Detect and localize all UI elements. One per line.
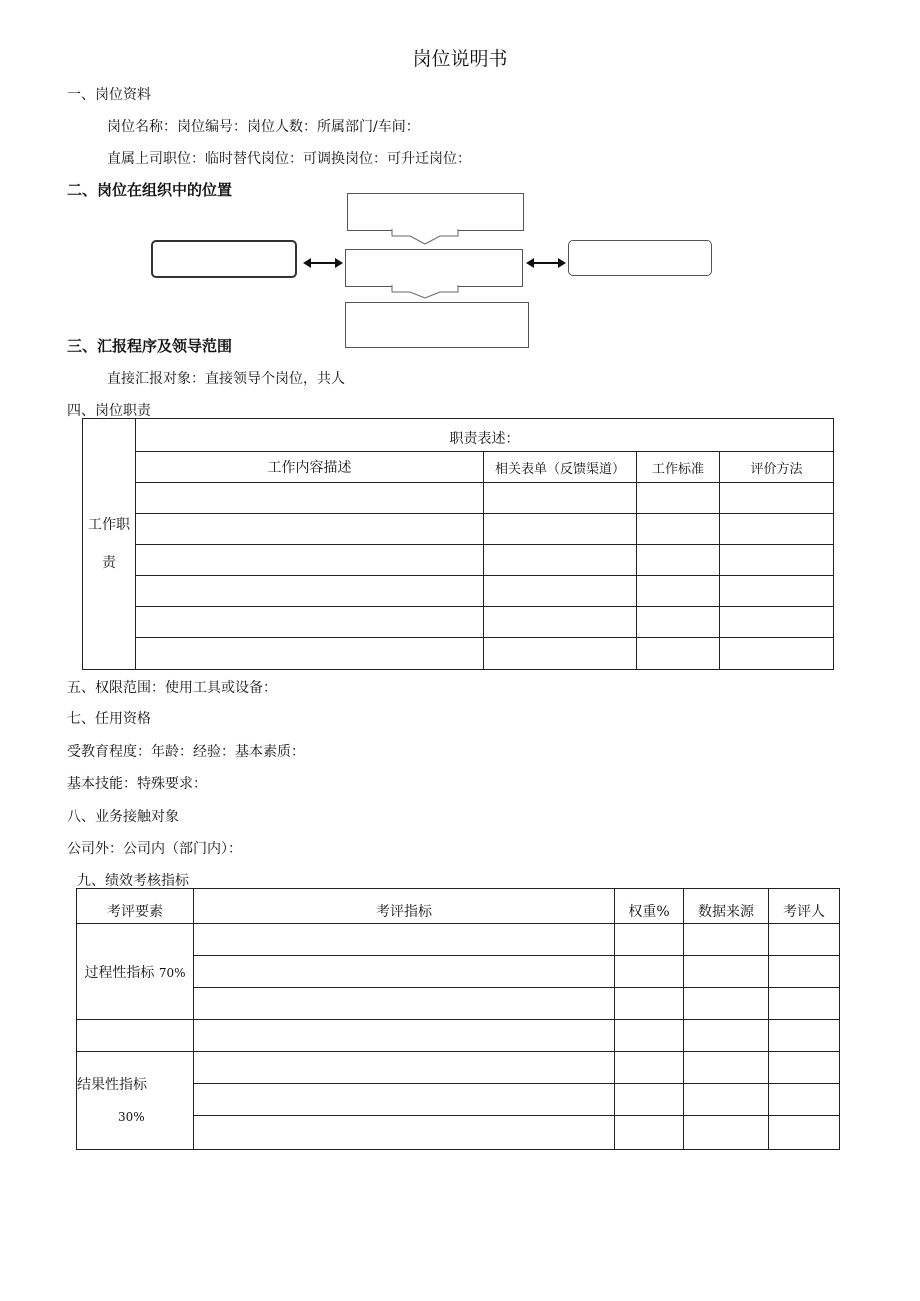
table-cell[interactable] [720, 638, 834, 670]
duties-description-header: 职责表述： [136, 419, 834, 452]
table-cell[interactable] [136, 576, 484, 607]
section3-line: 直接汇报对象：直接领导个岗位，共人 [107, 371, 345, 387]
table-cell[interactable] [720, 545, 834, 576]
table-cell[interactable] [684, 1020, 769, 1052]
table-cell[interactable] [615, 1052, 684, 1084]
table-cell[interactable] [194, 924, 615, 956]
table-cell[interactable] [615, 988, 684, 1020]
table-cell[interactable] [615, 924, 684, 956]
table-cell[interactable] [684, 1116, 769, 1150]
result-indicator-label [77, 1052, 194, 1150]
section1-heading: 一、岗位资料 [67, 87, 151, 103]
table-cell[interactable] [637, 483, 720, 514]
section3-heading: 三、汇报程序及领导范围 [67, 337, 233, 355]
table-cell[interactable] [484, 545, 637, 576]
section2-heading: 二、岗位在组织中的位置 [67, 181, 233, 199]
table-cell[interactable] [769, 924, 840, 956]
table-cell[interactable] [136, 514, 484, 545]
result-indicator-weight: 30% [118, 1109, 145, 1124]
table-cell[interactable] [484, 514, 637, 545]
section4-heading: 四、岗位职责 [67, 403, 151, 419]
section1-line2: 直属上司职位：临时替代岗位：可调换岗位：可升迁岗位： [107, 151, 471, 167]
table-cell[interactable] [194, 1020, 615, 1052]
table-cell[interactable] [769, 956, 840, 988]
table-cell[interactable] [720, 607, 834, 638]
table-cell[interactable] [136, 638, 484, 670]
table-cell[interactable] [484, 607, 637, 638]
table-cell[interactable] [484, 638, 637, 670]
table-cell[interactable] [637, 638, 720, 670]
table-row [83, 607, 834, 638]
column-header: 工作内容描述 [136, 452, 484, 483]
table-cell[interactable] [615, 956, 684, 988]
column-header: 考评人 [769, 889, 840, 924]
table-cell[interactable] [136, 607, 484, 638]
table-cell[interactable] [769, 988, 840, 1020]
table-cell[interactable] [684, 1084, 769, 1116]
duties-row-label-line1: 工作职 [88, 517, 130, 533]
table-cell[interactable] [637, 514, 720, 545]
table-cell[interactable] [77, 1020, 194, 1052]
table-cell[interactable] [615, 1116, 684, 1150]
section5-heading: 五、权限范围：使用工具或设备： [67, 680, 277, 696]
process-indicator-text: 过程性指标 [84, 964, 155, 981]
section7-line1: 受教育程度：年龄：经验：基本素质： [67, 744, 305, 760]
table-cell[interactable] [615, 1020, 684, 1052]
table-cell[interactable] [194, 988, 615, 1020]
table-cell[interactable] [769, 1052, 840, 1084]
table-row [83, 638, 834, 670]
process-indicator-weight: 70% [158, 965, 186, 980]
table-cell[interactable] [720, 483, 834, 514]
table-cell[interactable] [194, 1084, 615, 1116]
section7-line2: 基本技能：特殊要求： [67, 776, 207, 792]
column-header: 相关表单（反馈渠道） [484, 452, 637, 483]
table-cell[interactable] [769, 1020, 840, 1052]
table-row [83, 576, 834, 607]
column-header: 权重% [615, 889, 684, 924]
table-cell[interactable] [720, 514, 834, 545]
table-cell[interactable] [637, 607, 720, 638]
table-cell[interactable] [684, 956, 769, 988]
table-cell[interactable] [684, 988, 769, 1020]
table-row [83, 514, 834, 545]
double-arrow-icon [303, 258, 343, 268]
table-cell[interactable] [684, 1052, 769, 1084]
column-header: 考评指标 [194, 889, 615, 924]
column-header: 考评要素 [77, 889, 194, 924]
table-row [83, 483, 834, 514]
column-header: 评价方法 [720, 452, 834, 483]
table-cell[interactable] [720, 576, 834, 607]
table-cell[interactable] [484, 483, 637, 514]
section1-line1: 岗位名称：岗位编号：岗位人数：所属部门/车间： [107, 119, 420, 135]
section7-heading: 七、任用资格 [67, 711, 151, 727]
table-cell[interactable] [637, 576, 720, 607]
table-row [83, 545, 834, 576]
double-arrow-icon [526, 258, 566, 268]
table-cell[interactable] [136, 483, 484, 514]
table-cell[interactable] [615, 1084, 684, 1116]
org-arrows [0, 0, 920, 360]
section8-heading: 八、业务接触对象 [67, 809, 179, 825]
table-cell[interactable] [484, 576, 637, 607]
section9-heading: 九、绩效考核指标 [77, 873, 189, 889]
down-arrow-icon [392, 229, 458, 244]
column-header: 数据来源 [684, 889, 769, 924]
table-cell[interactable] [637, 545, 720, 576]
table-cell[interactable] [194, 956, 615, 988]
table-cell[interactable] [769, 1084, 840, 1116]
table-cell[interactable] [194, 1116, 615, 1150]
duties-row-label-line2: 责 [102, 555, 116, 571]
section8-line: 公司外：公司内（部门内）： [67, 841, 242, 857]
process-indicator-label [77, 924, 194, 1020]
table-cell[interactable] [194, 1052, 615, 1084]
down-arrow-icon [392, 285, 458, 298]
table-cell[interactable] [769, 1116, 840, 1150]
duties-table [82, 418, 834, 670]
result-indicator-text: 结果性指标 [77, 1076, 147, 1093]
page-title: 岗位说明书 [412, 48, 508, 70]
table-cell[interactable] [684, 924, 769, 956]
duties-row-label [83, 419, 136, 670]
column-header: 工作标准 [637, 452, 720, 483]
performance-table [76, 888, 840, 1150]
table-cell[interactable] [136, 545, 484, 576]
